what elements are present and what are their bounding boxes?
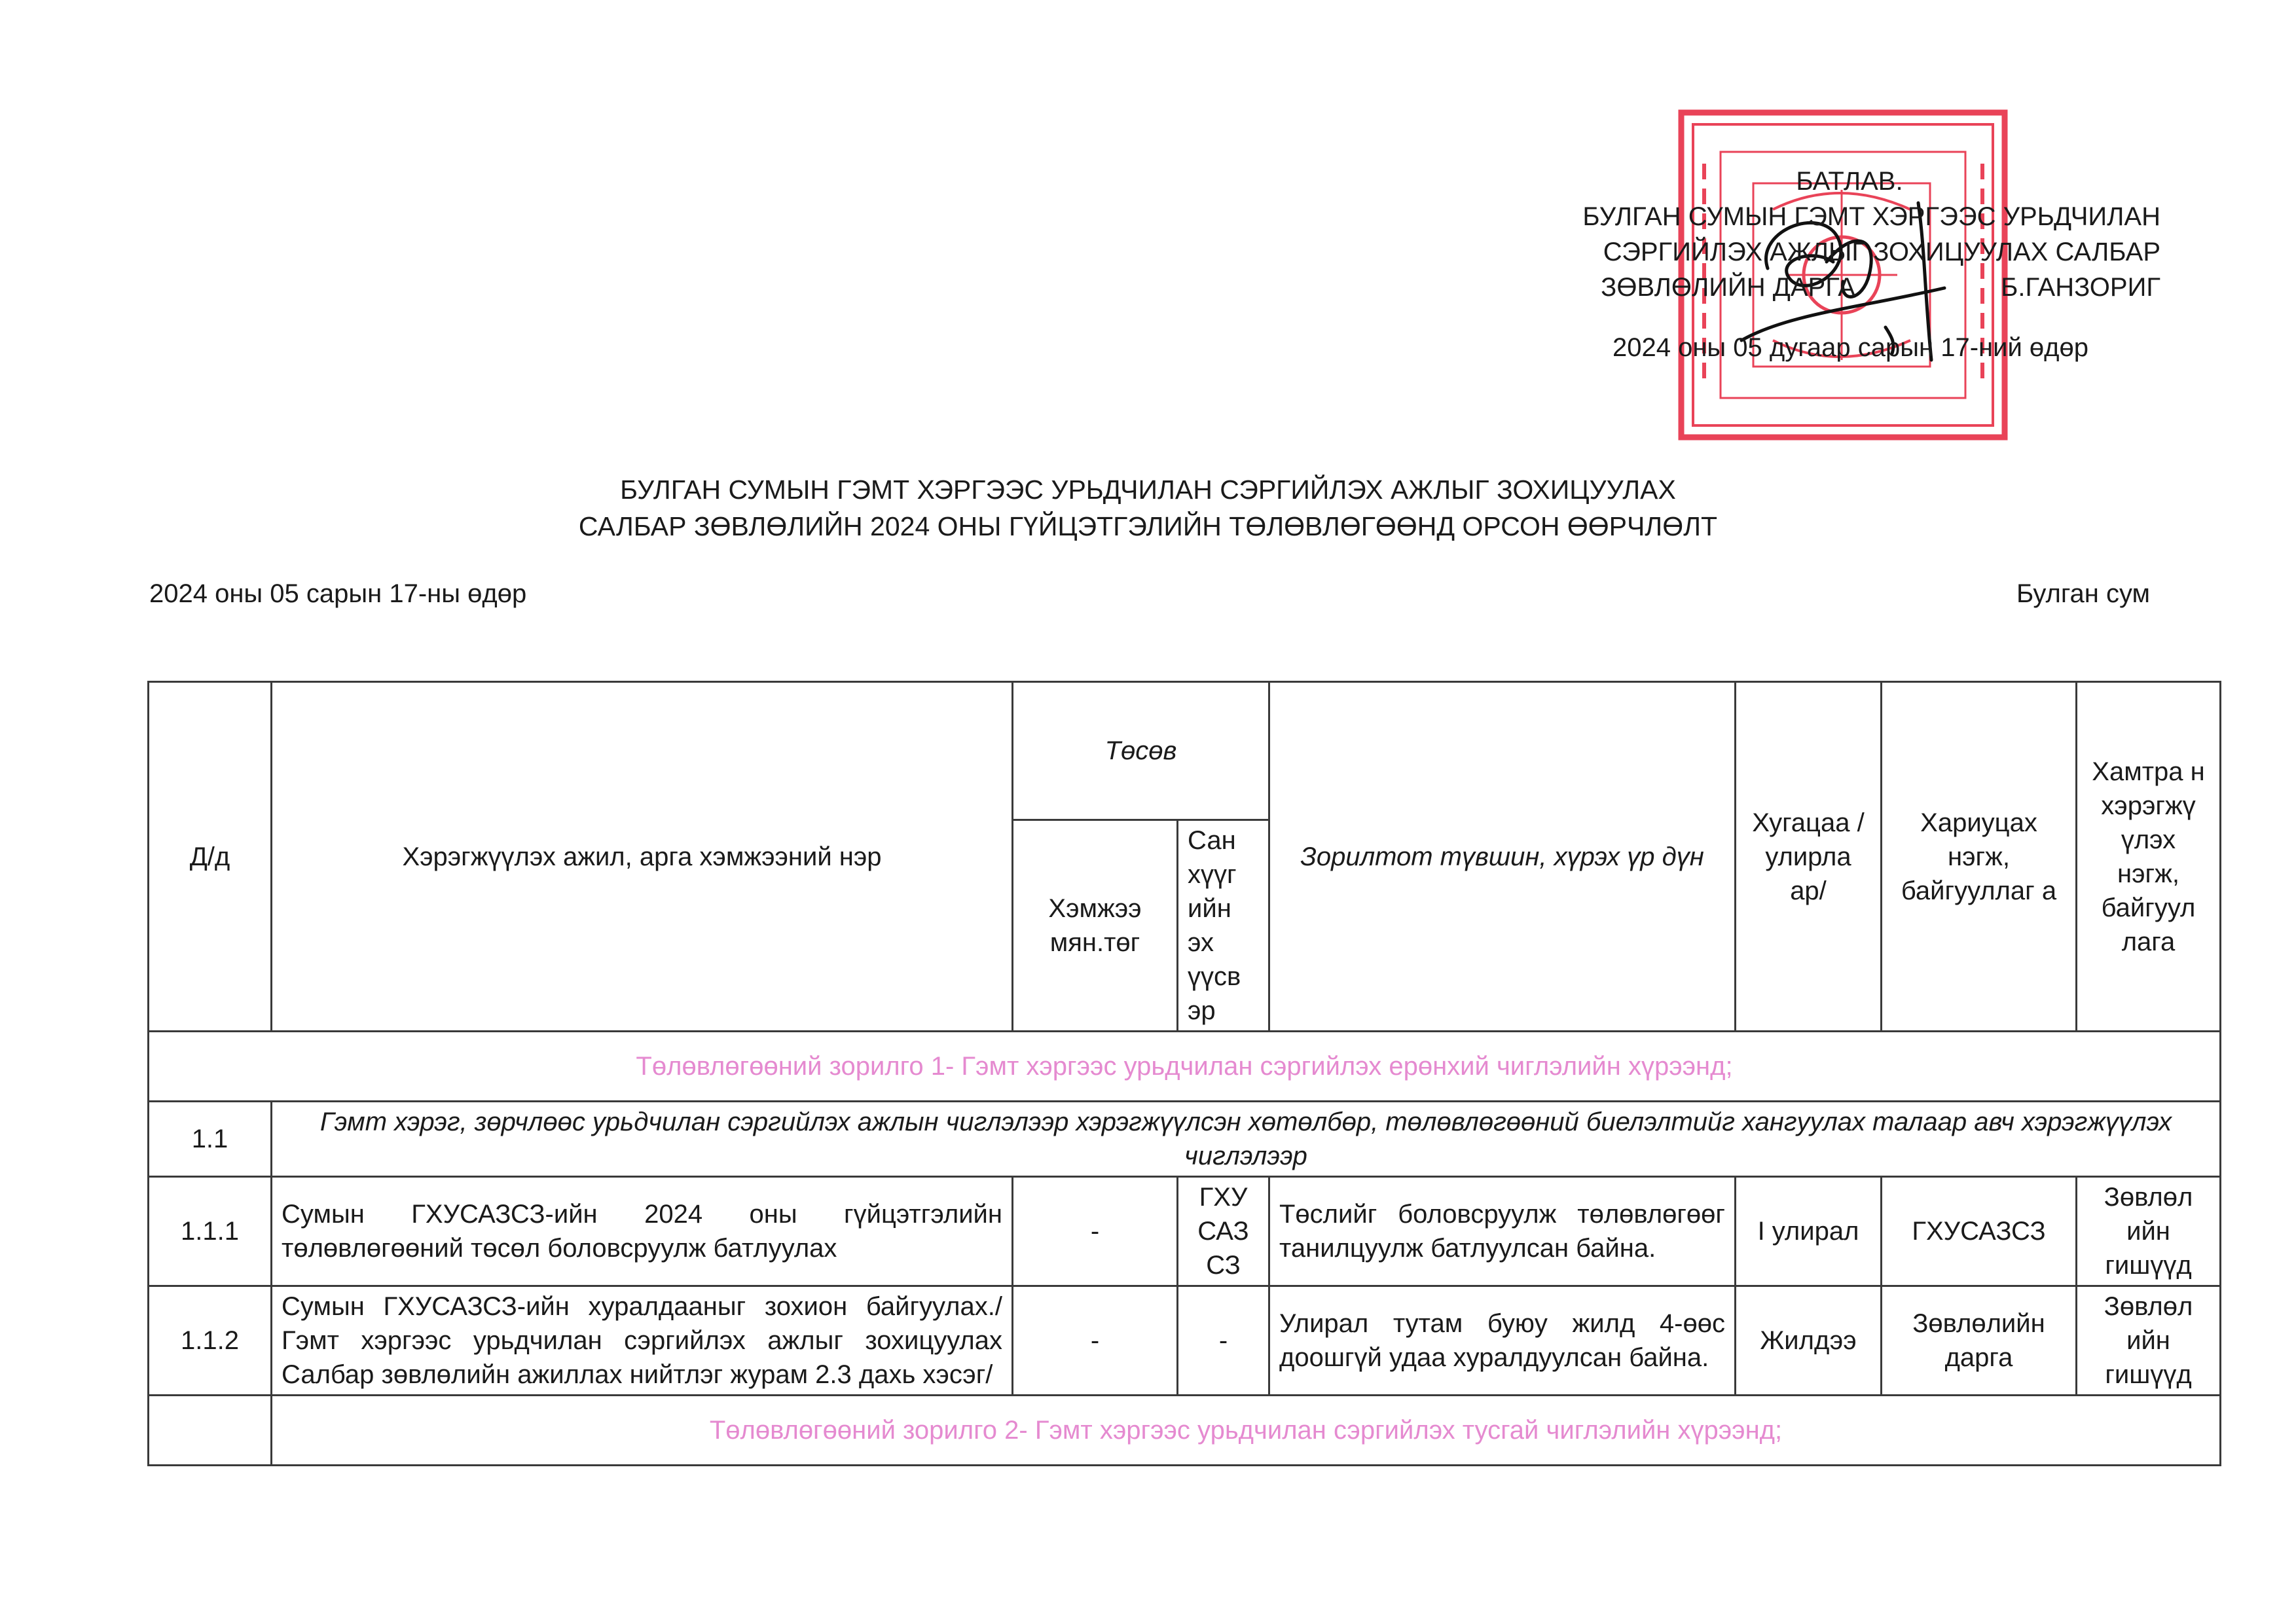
row-source: - xyxy=(1178,1286,1269,1396)
row-activity: Сумын ГХУСАЗСЗ-ийн хуралдааныг зохион байгуулах./Гэмт хэргээс урьдчилан сэргийлэх ажлыг зохицуулах Салбар зөвлөлийн ажиллах нийтлэг журам 2.3 дахь хэсэг/ xyxy=(272,1286,1013,1396)
header-term: Хугацаа /улирла ар/ xyxy=(1736,682,1882,1032)
row-amount: - xyxy=(1013,1286,1178,1396)
document-date: 2024 оны 05 сарын 17-ны өдөр xyxy=(149,579,527,608)
table-row xyxy=(149,1286,2221,1396)
row-responsible: Зөвлөлийн дарга xyxy=(1882,1286,2077,1396)
table-row xyxy=(149,1177,2221,1286)
row-amount: - xyxy=(1013,1177,1178,1286)
header-partner: Хамтра н хэрэгжү үлэх нэгж, байгуул лага xyxy=(2077,682,2221,1032)
row-responsible: ГХУСАЗСЗ xyxy=(1882,1177,2077,1286)
goal-row-1 xyxy=(149,1032,2221,1102)
goal-2: Төлөвлөгөөний зорилго 2- Гэмт хэргээс урьдчилан сэргийлэх тусгай чиглэлийн хүрээнд; xyxy=(272,1396,2221,1466)
section-text: Гэмт хэрэг, зөрчлөөс урьдчилан сэргийлэх ажлын чиглэлээр хэрэгжүүлсэн хөтөлбөр, төлөвлөгөөний биелэлтийг хангуулах талаар авч хэрэгжүүлэх чиглэлээр xyxy=(272,1102,2221,1177)
approval-title: БАТЛАВ. xyxy=(1796,167,1903,196)
title-line-2: САЛБАР ЗӨВЛӨЛИЙН 2024 ОНЫ ГҮЙЦЭТГЭЛИЙН ТӨЛӨВЛӨГӨӨНД ОРСОН ӨӨРЧЛӨЛТ xyxy=(578,511,1718,541)
document-place: Булган сум xyxy=(2016,579,2151,608)
document-title xyxy=(0,471,2296,545)
goal-row-2 xyxy=(149,1396,2221,1466)
approval-date: 2024 оны 05 дугаар сарын 17-ний өдөр xyxy=(1612,333,2088,362)
row-source: ГХУ САЗ СЗ xyxy=(1178,1177,1269,1286)
header-amount: Хэмжээ мян.төг xyxy=(1013,820,1178,1032)
approval-line-3: ЗӨВЛӨЛИЙН ДАРГА Б.ГАНЗОРИГ xyxy=(1601,273,2160,302)
row-activity: Сумын ГХУСАЗСЗ-ийн 2024 оны гүйцэтгэлийн төлөвлөгөөний төсөл боловсруулж батлуулах xyxy=(272,1177,1013,1286)
row-partner: Зөвлөл ийн гишүүд xyxy=(2077,1286,2221,1396)
row-partner: Зөвлөл ийн гишүүд xyxy=(2077,1177,2221,1286)
header-num: Д/д xyxy=(149,682,272,1032)
row-term: Жилдээ xyxy=(1736,1286,1882,1396)
title-line-1: БУЛГАН СУМЫН ГЭМТ ХЭРГЭЭС УРЬДЧИЛАН СЭРГИЙЛЭХ АЖЛЫГ ЗОХИЦУУЛАХ xyxy=(620,475,1676,505)
plan-table xyxy=(147,681,2221,1466)
approval-block xyxy=(1427,164,2160,365)
section-row xyxy=(149,1102,2221,1177)
row-num: 1.1.1 xyxy=(149,1177,272,1286)
row-num: 1.1.2 xyxy=(149,1286,272,1396)
header-source: Сан хүүг ийн эх үүсв эр xyxy=(1178,820,1269,1032)
section-num: 1.1 xyxy=(149,1102,272,1177)
header-activity: Хэрэгжүүлэх ажил, арга хэмжээний нэр xyxy=(272,682,1013,1032)
goal-1: Төлөвлөгөөний зорилго 1- Гэмт хэргээс урьдчилан сэргийлэх ерөнхий чиглэлийн хүрээнд; xyxy=(149,1032,2221,1102)
row-target: Төслийг боловсруулж төлөвлөгөөг танилцуулж батлуулсан байна. xyxy=(1269,1177,1736,1286)
header-row-1 xyxy=(149,682,2221,820)
header-responsible: Хариуцах нэгж, байгууллаг а xyxy=(1882,682,2077,1032)
approval-line-2: СЭРГИЙЛЭХ АЖЛЫГ ЗОХИЦУУЛАХ САЛБАР xyxy=(1603,238,2160,266)
header-budget: Төсөв xyxy=(1013,682,1269,820)
row-target: Улирал тутам буюу жилд 4-өөс доошгүй удаа хуралдуулсан байна. xyxy=(1269,1286,1736,1396)
row-term: I улирал xyxy=(1736,1177,1882,1286)
header-target: Зорилтот түвшин, хүрэх үр дүн xyxy=(1269,682,1736,1032)
approval-line-1: БУЛГАН СУМЫН ГЭМТ ХЭРГЭЭС УРЬДЧИЛАН xyxy=(1582,202,2160,231)
goal-2-num-cell xyxy=(149,1396,272,1466)
